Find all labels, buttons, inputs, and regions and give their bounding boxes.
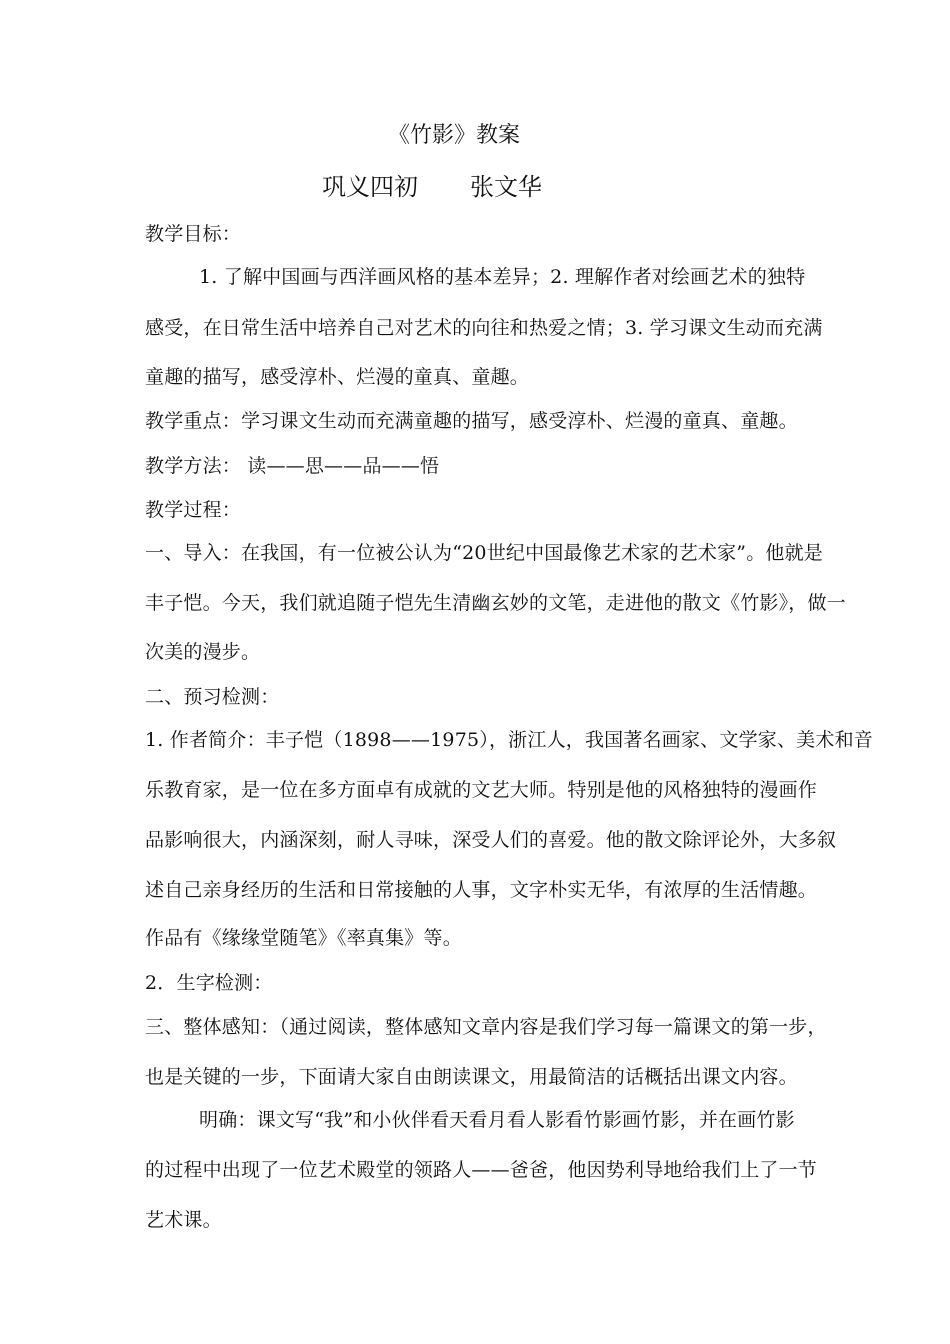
- section-heading-characters: 2．生字检测：: [145, 972, 273, 994]
- paragraph-line: 1. 作者简介：丰子恺（1898——1975），浙江人，我国著名画家、文学家、美术和音: [145, 729, 873, 751]
- paragraph-line: 艺术课。: [145, 1209, 222, 1231]
- section-heading-preview: 二、预习检测：: [145, 686, 280, 708]
- paragraph-line: 品影响很大，内涵深刻，耐人寻味，深受人们的喜爱。他的散文除评论外，大多叙: [145, 829, 837, 851]
- paragraph-line: 明确：课文写“我”和小伙伴看天看月看人影看竹影画竹影，并在画竹影: [199, 1109, 795, 1131]
- section-heading-objectives: 教学目标：: [145, 223, 242, 245]
- section-heading-focus: 教学重点：学习课文生动而充满童趣的描写，感受淳朴、烂漫的童真、童趣。: [145, 410, 798, 432]
- section-heading-method: 教学方法： 读——思——品——悟: [145, 455, 440, 477]
- paragraph-line: 次美的漫步。: [145, 641, 261, 663]
- author-name: 张文华: [470, 173, 542, 201]
- paragraph-line: 作品有《缘缘堂随笔》《率真集》等。: [145, 927, 462, 949]
- paragraph-line: 的过程中出现了一位艺术殿堂的领路人——爸爸，他因势利导地给我们上了一节: [145, 1159, 818, 1181]
- paragraph-line: 三、整体感知：（通过阅读，整体感知文章内容是我们学习每一篇课文的第一步，: [145, 1016, 827, 1038]
- paragraph-line: 童趣的描写，感受淳朴、烂漫的童真、童趣。: [145, 366, 530, 388]
- school-name: 巩义四初: [322, 173, 418, 201]
- paragraph-line: 感受，在日常生活中培养自己对艺术的向往和热爱之情；3. 学习课文生动而充满: [145, 317, 823, 339]
- author-line: [322, 167, 542, 202]
- paragraph-line: 述自己亲身经历的生活和日常接触的人事，文字朴实无华，有浓厚的生活情趣。: [145, 879, 818, 901]
- document-title: 《竹影》教案: [388, 123, 521, 148]
- paragraph-line: 也是关键的一步，下面请大家自由朗读课文，用最简洁的话概括出课文内容。: [145, 1066, 798, 1088]
- section-heading-process: 教学过程：: [145, 499, 242, 521]
- paragraph-line: 1. 了解中国画与西洋画风格的基本差异；2. 理解作者对绘画艺术的独特: [199, 266, 806, 288]
- paragraph-line: 一、导入：在我国，有一位被公认为“20世纪中国最像艺术家的艺术家”。他就是: [145, 542, 824, 564]
- paragraph-line: 乐教育家，是一位在多方面卓有成就的文艺大师。特别是他的风格独特的漫画作: [145, 779, 818, 801]
- paragraph-line: 丰子恺。今天，我们就追随子恺先生清幽玄妙的文笔，走进他的散文《竹影》，做一: [145, 592, 846, 614]
